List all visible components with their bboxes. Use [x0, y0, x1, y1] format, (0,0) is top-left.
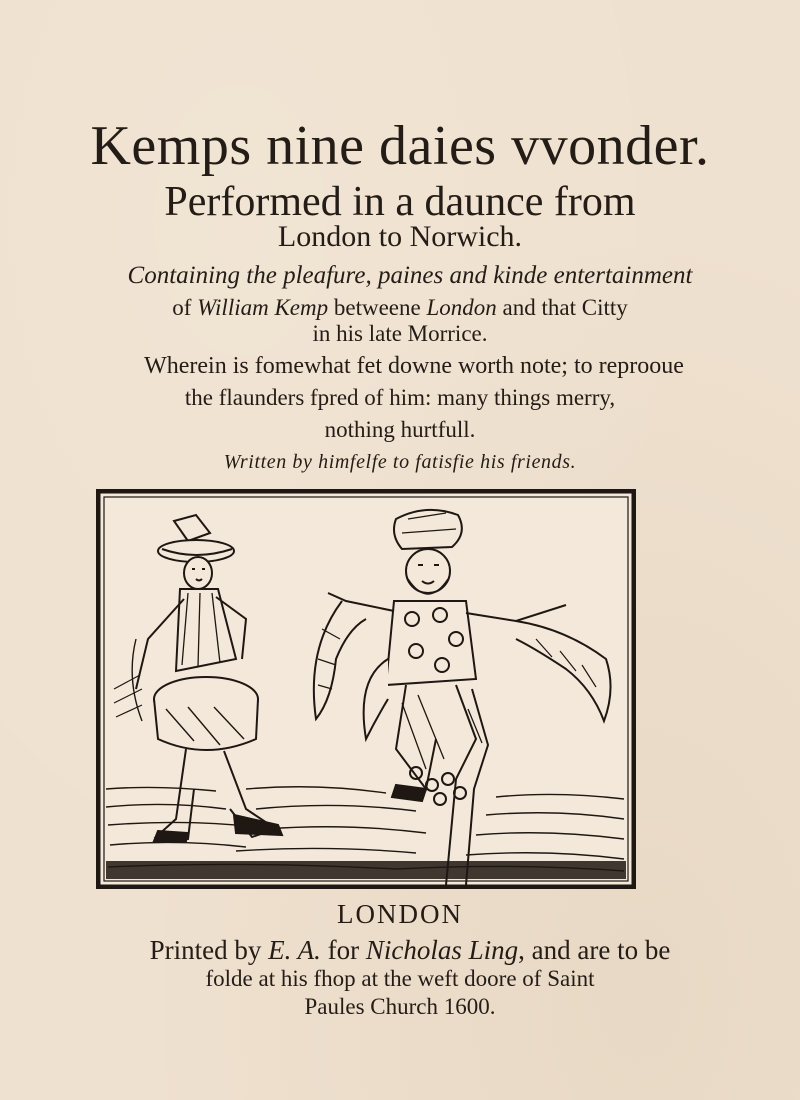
description-line-1: Containing the pleafure, paines and kinde entertainment: [127, 262, 693, 289]
wherein-line-2: the flaunders fpred of him: many things merry,: [184, 385, 616, 410]
place-london: London: [426, 295, 497, 320]
wherein-line-3: nothing hurtfull.: [324, 417, 476, 442]
subtitle-line-1: Performed in a daunce from: [164, 179, 636, 225]
imprint-line-1-post: , and are to be: [518, 935, 671, 965]
imprint-line-1: [0, 937, 800, 964]
page-title: Kemps nine daies vvonder.: [90, 115, 710, 177]
woodcut-illustration: [96, 489, 636, 889]
imprint-line-2: folde at his fhop at the weft doore of Saint: [205, 966, 595, 991]
imprint-line-1-mid: for: [320, 935, 366, 965]
publisher-name: Nicholas Ling: [365, 935, 519, 965]
written-by-line: Written by himfelfe to fatisfie his friends.: [223, 451, 577, 473]
wherein-line-1: Wherein is fomewhat fet downe worth note; to reprooue: [144, 353, 684, 379]
description-line-2: [0, 296, 800, 319]
imprint-line-3: Paules Church 1600.: [304, 994, 496, 1019]
description-line-3: in his late Morrice.: [312, 321, 488, 346]
imprint-line-1-pre: Printed by: [149, 935, 269, 965]
description-line-2-mid: betweene: [328, 295, 427, 320]
description-line-2-post: and that Citty: [496, 295, 628, 320]
description-line-2-pre: of: [172, 295, 198, 320]
author-name: William Kemp: [197, 295, 329, 320]
subtitle-line-2: London to Norwich.: [277, 220, 523, 253]
printer-initials: E. A.: [268, 935, 321, 965]
imprint-city: LONDON: [337, 899, 463, 929]
